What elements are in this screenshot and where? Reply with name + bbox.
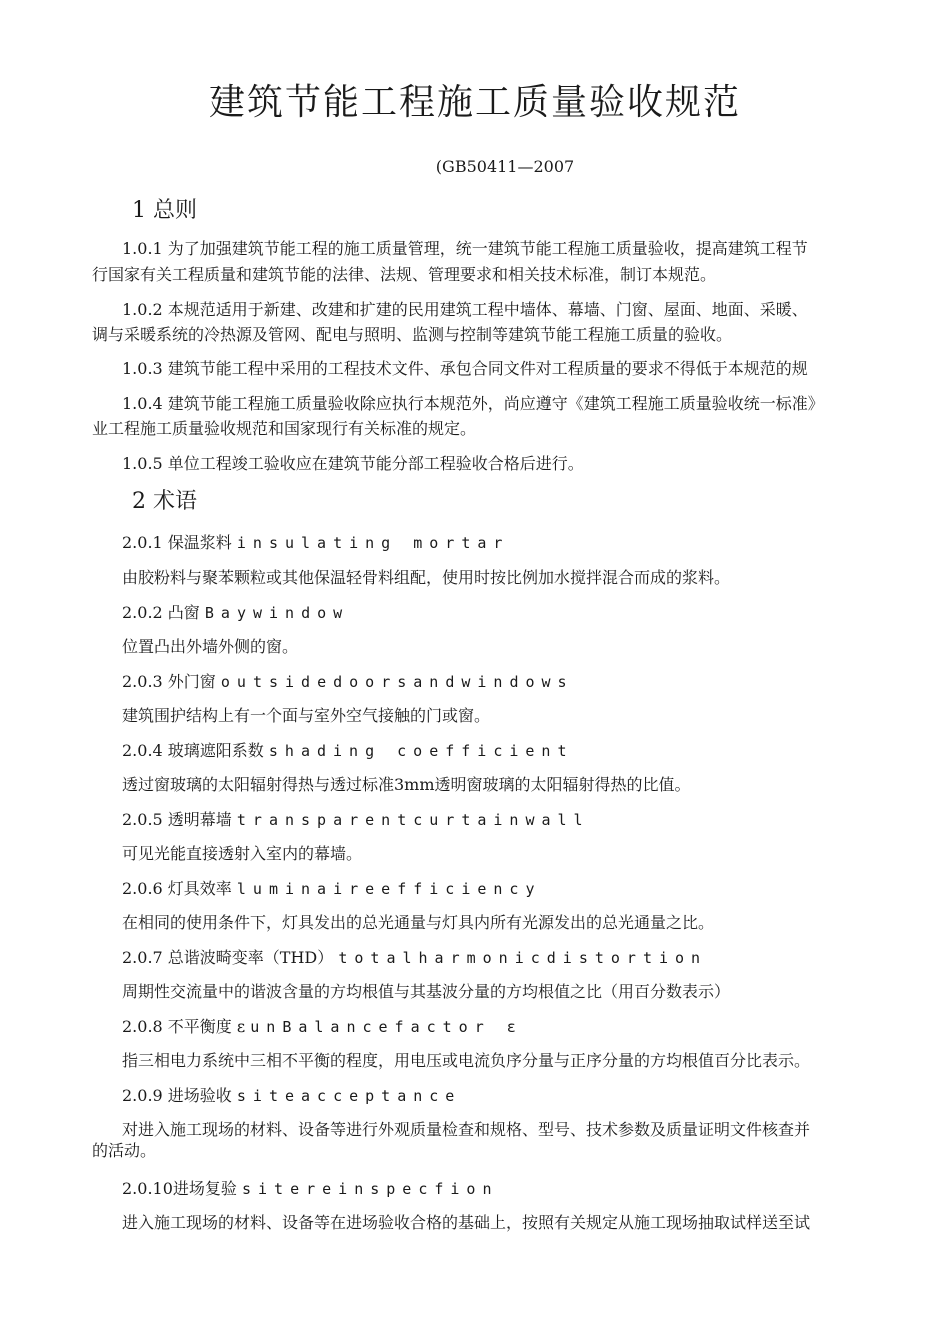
term-english: unBalancefactor ε	[250, 1018, 523, 1036]
term-english: sitereinspecfion	[242, 1180, 499, 1198]
term-definition: 可见光能直接透射入室内的幕墙。	[122, 844, 363, 863]
term-2-0-5	[122, 807, 590, 830]
term-number: 2.0.5 透明幕墙	[122, 810, 232, 829]
term-number: 2.0.7 总谐波畸变率（THD）	[122, 948, 334, 967]
clause-1-0-2-line1: 1.0.2 本规范适用于新建、改建和扩建的民用建筑工程中墙体、幕墙、门窗、屋面、地面、采暖、	[122, 300, 808, 319]
term-definition: 指三相电力系统中三相不平衡的程度，用电压或电流负序分量与正序分量的方均根值百分比表示。	[122, 1051, 811, 1070]
term-definition: 建筑围护结构上有一个面与室外空气接触的门或窗。	[122, 706, 491, 725]
term-number: 2.0.9 进场验收	[122, 1086, 232, 1105]
term-english: outsidedoorsandwindows	[220, 673, 574, 691]
term-definition: 对进入施工现场的材料、设备等进行外观质量检查和规格、型号、技术参数及质量证明文件核查并	[122, 1120, 811, 1139]
clause-1-0-2-line2: 调与采暖系统的冷热源及管网、配电与照明、监测与控制等建筑节能工程施工质量的验收。	[92, 325, 733, 344]
term-2-0-10	[122, 1176, 499, 1199]
term-number: 2.0.8 不平衡度 ε	[122, 1017, 246, 1036]
term-2-0-9	[122, 1083, 461, 1106]
term-english: transparentcurtainwall	[236, 811, 590, 829]
term-english: insulating mortar	[236, 534, 510, 552]
term-number: 2.0.4 玻璃遮阳系数	[122, 741, 264, 760]
term-number: 2.0.2 凸窗	[122, 603, 200, 622]
clause-1-0-1-line2: 行国家有关工程质量和建筑节能的法律、法规、管理要求和相关技术标准，制订本规范。	[92, 265, 717, 284]
clause-1-0-4-line1: 1.0.4 建筑节能工程施工质量验收除应执行本规范外，尚应遵守《建筑工程施工质量验收统一标准》	[122, 394, 824, 413]
term-2-0-3	[122, 669, 574, 692]
term-definition: 在相同的使用条件下，灯具发出的总光通量与灯具内所有光源发出的总光通量之比。	[122, 913, 715, 932]
clause-1-0-1-line1: 1.0.1 为了加强建筑节能工程的施工质量管理，统一建筑节能工程施工质量验收，提高建筑工程节	[122, 239, 808, 258]
clause-1-0-4-line2: 业工程施工质量验收规范和国家现行有关标准的规定。	[92, 419, 477, 438]
term-definition: 透过窗玻璃的太阳辐射得热与透过标准3mm透明窗玻璃的太阳辐射得热的比值。	[122, 775, 691, 794]
term-definition-continued: 的活动。	[92, 1141, 157, 1160]
term-2-0-7	[122, 945, 707, 968]
clause-1-0-3: 1.0.3 建筑节能工程中采用的工程技术文件、承包合同文件对工程质量的要求不得低于本规范的规	[122, 359, 808, 378]
term-2-0-8	[122, 1014, 523, 1037]
term-english: totalharmonicdistortion	[338, 949, 708, 967]
term-english: luminaireefficiency	[236, 880, 542, 898]
term-english: shading coefficient	[268, 742, 574, 760]
term-number: 2.0.3 外门窗	[122, 672, 216, 691]
section-heading-general: 1 总则	[132, 198, 197, 223]
document-title: 建筑节能工程施工质量验收规范	[208, 82, 741, 123]
term-number: 2.0.1 保温浆料	[122, 533, 232, 552]
term-number: 2.0.10进场复验	[122, 1179, 237, 1198]
term-english: Baywindow	[204, 604, 350, 622]
term-2-0-2	[122, 600, 349, 623]
term-2-0-1	[122, 530, 509, 553]
term-definition: 周期性交流量中的谐波含量的方均根值与其基波分量的方均根值之比（用百分数表示）	[122, 982, 731, 1001]
term-2-0-4	[122, 738, 574, 761]
standard-code: (GB50411—2007	[435, 157, 575, 176]
clause-1-0-5: 1.0.5 单位工程竣工验收应在建筑节能分部工程验收合格后进行。	[122, 454, 584, 473]
term-definition: 由胶粉料与聚苯颗粒或其他保温轻骨料组配，使用时按比例加水搅拌混合而成的浆料。	[122, 568, 731, 587]
term-english: siteacceptance	[236, 1087, 462, 1105]
section-heading-terms: 2 术语	[132, 489, 197, 514]
term-definition: 进入施工现场的材料、设备等在进场验收合格的基础上，按照有关规定从施工现场抽取试样送至试	[122, 1213, 811, 1232]
term-2-0-6	[122, 876, 542, 899]
term-definition: 位置凸出外墙外侧的窗。	[122, 637, 299, 656]
term-number: 2.0.6 灯具效率	[122, 879, 232, 898]
